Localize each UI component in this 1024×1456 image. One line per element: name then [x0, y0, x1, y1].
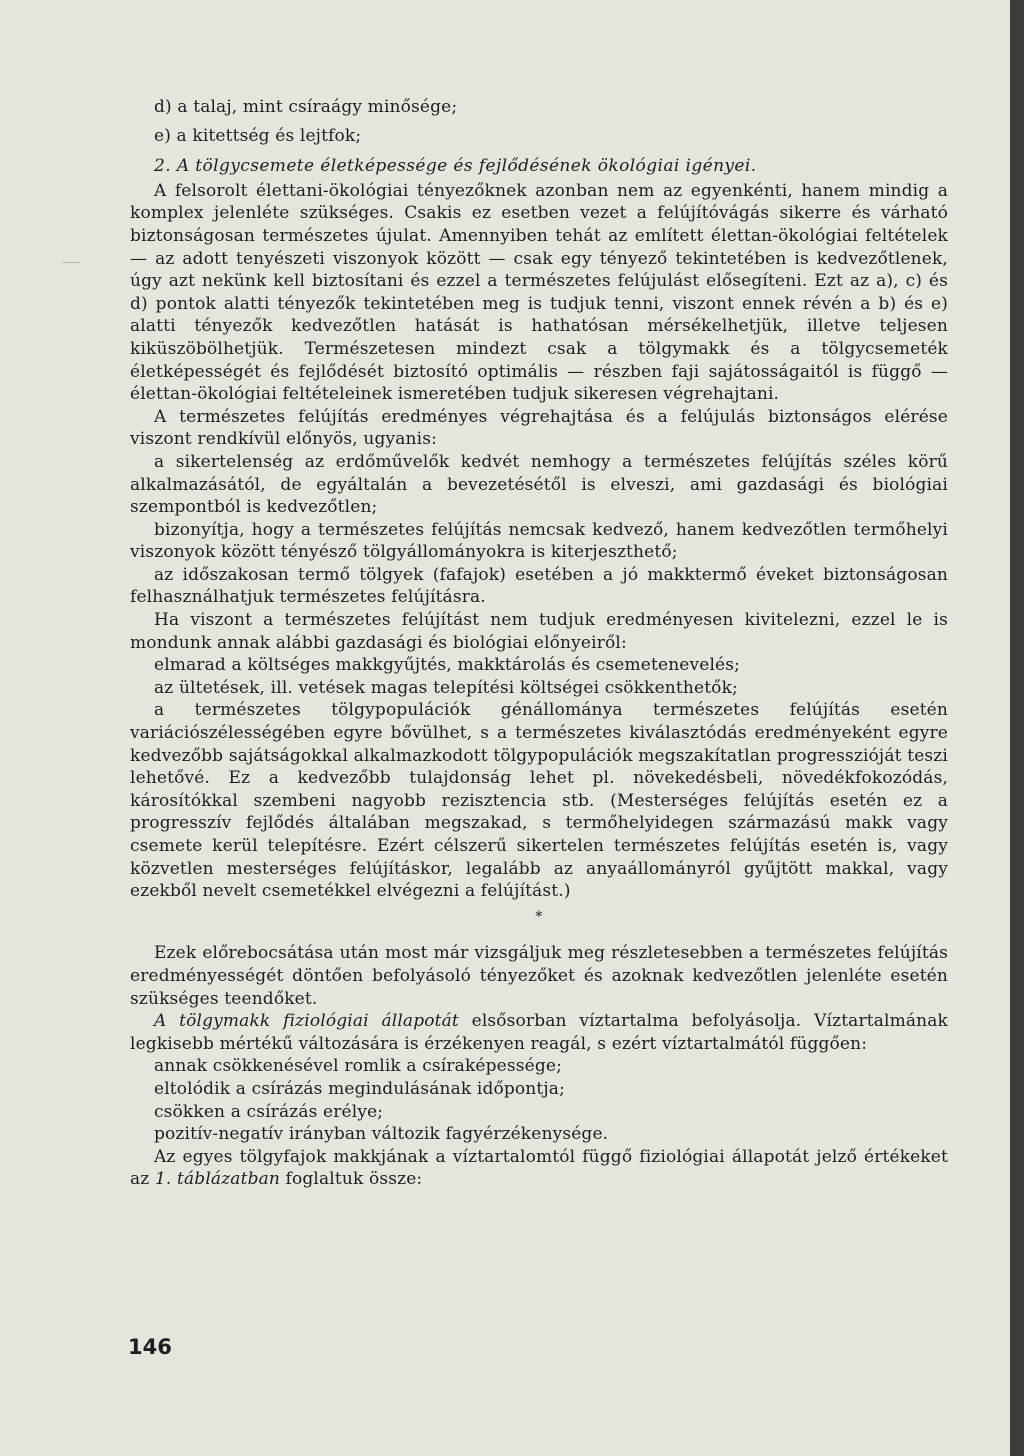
list-item: az ültetések, ill. vetések magas telepítési költségei csökkenthetők; [154, 677, 738, 698]
paragraph: Ha viszont a természetes felújítást nem tudjuk eredményesen kivitelezni, ezzel le is mondunk annak alábbi gazdasági és biológiai előnyeiről: [130, 610, 948, 653]
list-item: eltolódik a csírázás megindulásának időpontja; [154, 1078, 565, 1099]
page-number: 146 [128, 1335, 172, 1359]
list-item-e: e) a kitettség és lejtfok; [154, 125, 362, 146]
italic-term: A tölgymakk fiziológiai állapotát [154, 1011, 459, 1032]
list-item: elmarad a költséges makkgyűjtés, makktárolás és csemetenevelés; [154, 655, 741, 676]
page-edge-shadow [1010, 0, 1024, 1456]
margin-mark [62, 262, 80, 263]
list-item: pozitív-negatív irányban változik fagyérzékenysége. [154, 1124, 609, 1145]
paragraph: Az egyes tölgyfajok makkjának a víztartalomtól függő fiziológiai állapotát jelző értékeket az 1. táblázatban foglaltuk össze: [130, 1146, 948, 1190]
list-item: az időszakosan termő tölgyek (fafajok) esetében a jó makktermő éveket biztonságosan felhasználhatjuk természetes felújításra. [130, 564, 948, 608]
list-item: annak csökkenésével romlik a csíraképessége; [154, 1056, 562, 1077]
list-item: bizonyítja, hogy a természetes felújítás nemcsak kedvező, hanem kedvezőtlen termőhelyi viszonyok között tényésző tölgyállományokra is kiterjeszthető; [130, 519, 948, 563]
list-item: a természetes tölgypopulációk génállománya természetes felújítás esetén variációszélességében egyre bővülhet, s a természetes kiválasztódás eredményeként egyre kedvezőbb sajátságokkal alkalmazkodott tölgypopulációk megszakítatlan progresszióját teszi lehetővé. Ez a kedvezőbb tulajdonság lehet pl. növekedésbeli, növedékfokozódás, károsítókkal szembeni nagyobb rezisztencia stb. (Mesterséges felújítás esetén ez a progresszív fejlődés általában megszakad, s termőhelyidegen származású makk vagy csemete kerül telepítésre. Ezért célszerű sikertelen természetes felújítás esetén is, vagy közvetlen mesterséges felújításkor, legalább az anyaállományról gyűjtött makkal, vagy ezekből nevelt csemetékkel elvégezni a felújítást.) [130, 700, 948, 902]
section-separator: * [535, 908, 543, 925]
paragraph: Ezek előrebocsátása után most már vizsgáljuk meg részletesebben a természetes felújítás eredményességét döntően befolyásoló tényezőket és azoknak kedvezőtlen jelenléte esetén szükséges teendőket. [130, 943, 948, 1009]
table-reference: 1. táblázatban [154, 1169, 280, 1190]
list-item: csökken a csírázás erélye; [154, 1101, 384, 1122]
section-heading: 2. A tölgycsemete életképessége és fejlődésének ökológiai igényei. [154, 156, 757, 177]
body-text [130, 96, 948, 1191]
paragraph: A tölgymakk fiziológiai állapotát elsősorban víztartalma befolyásolja. Víztartalmának legkisebb mértékű változására is érzékenyen reagál, s ezért víztartalmától függően: [130, 1011, 948, 1054]
list-item-d: d) a talaj, mint csíraágy minősége; [154, 97, 458, 117]
paragraph: A természetes felújítás eredményes végrehajtása és a felújulás biztonságos elérése viszont rendkívül előnyös, ugyanis: [130, 406, 948, 450]
paragraph: A felsorolt élettani-ökológiai tényezőknek azonban nem az egyenkénti, hanem mindig a komplex jelenléte szükséges. Csakis ez esetben vezet a felújítóvágás sikerre és várható biztonságosan természetes újulat. Amennyiben tehát az említett élettan-ökológiai feltételek — az adott tenyészeti viszonyok között — csak egy tényező tekintetében is kedvezőtlenek, úgy azt nekünk kell biztosítani és ezzel a természetes felújulást elősegíteni. Ezt az a), c) és d) pontok alatti tényezők tekintetében meg is tudjuk tenni, viszont ennek révén a b) és e) alatti tényezők kedvezőtlen hatását is hathatósan mérsékelhetjük, illetve teljesen kiküszöbölhetjük. Természetesen mindezt csak a tölgymakk és a tölgycsemeték életképességét és fejlődését biztosító optimális — részben faji sajátosságaitól is függő — élettan-ökológiai feltételeinek ismeretében tudjuk sikeresen végrehajtani. [130, 180, 948, 405]
list-item: a sikertelenség az erdőművelők kedvét nemhogy a természetes felújítás széles körű alkalmazásától, de egyáltalán a bevezetésétől is elveszi, ami gazdasági és biológiai szempontból is kedvezőtlen; [130, 451, 948, 518]
